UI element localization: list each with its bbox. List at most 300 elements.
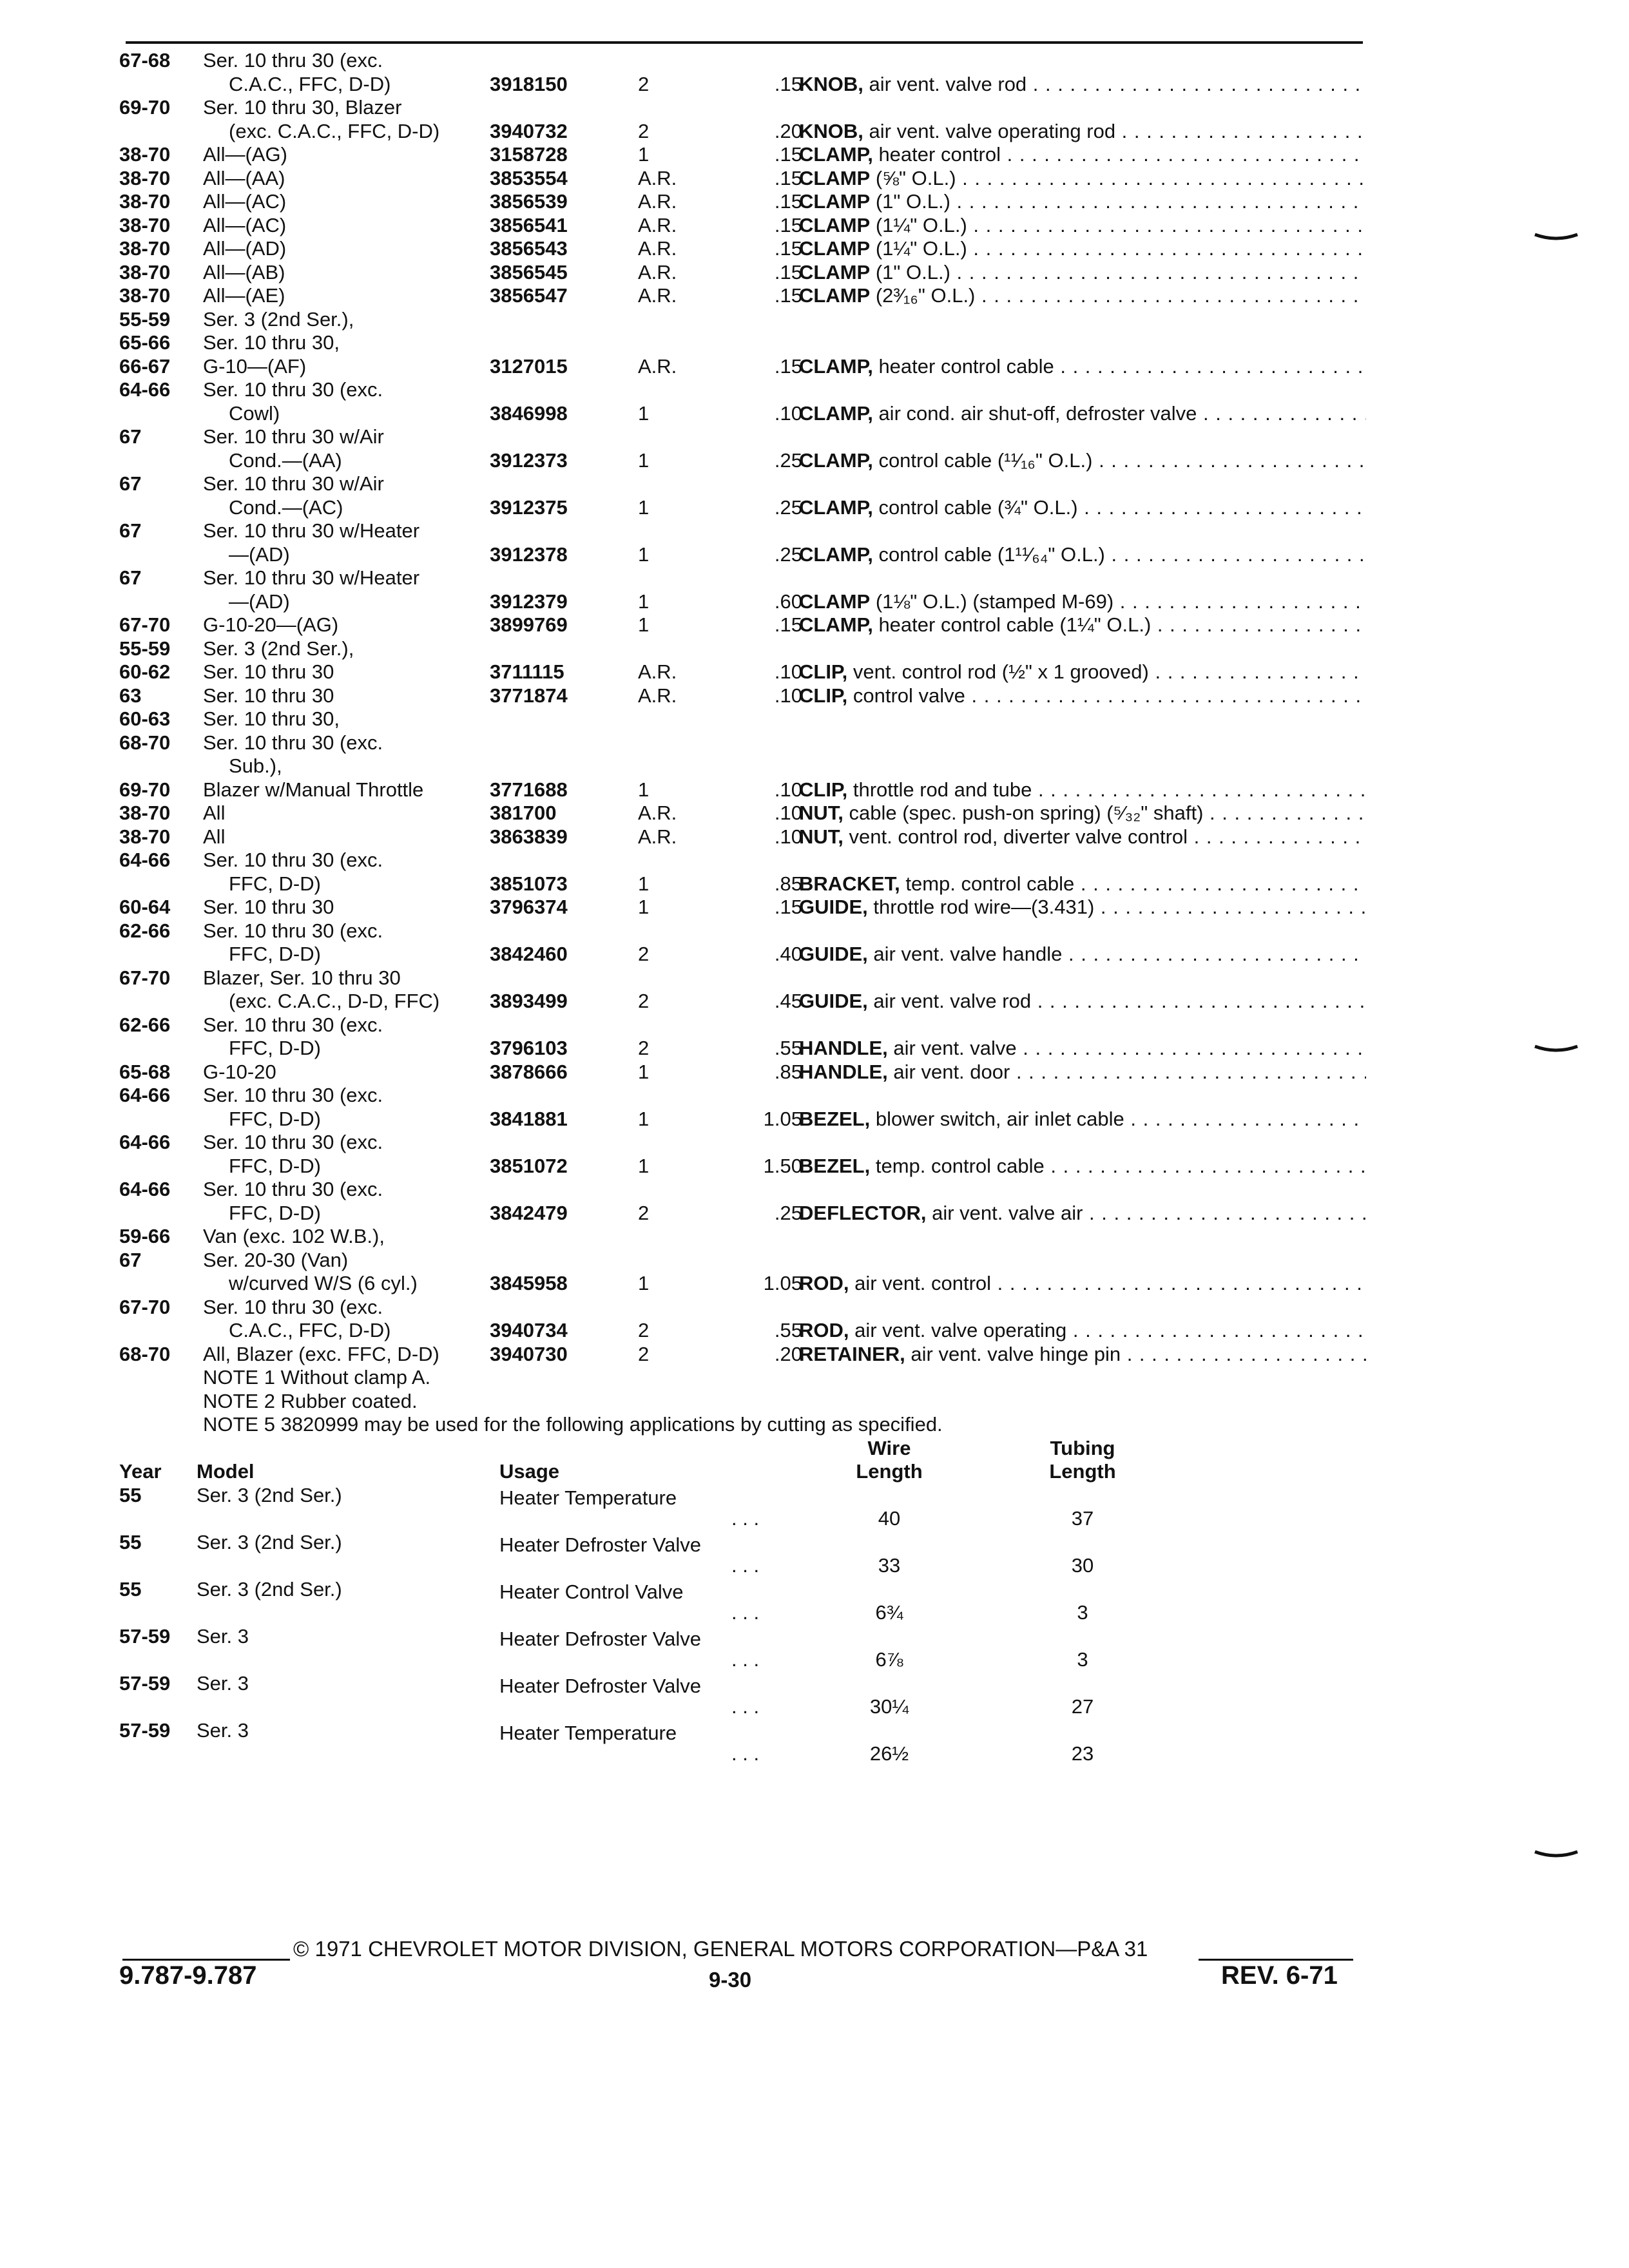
model-text: Ser. 10 thru 30 w/Air xyxy=(203,425,384,448)
part-line xyxy=(119,1272,1366,1296)
quantity: 1 xyxy=(638,543,650,566)
binding-tick-mark xyxy=(1534,1849,1579,1858)
model-text: All xyxy=(203,802,226,824)
part-number: 3711115 xyxy=(490,660,564,683)
model-text: All, Blazer (exc. FFC, D-D) xyxy=(203,1342,439,1365)
part-line xyxy=(119,73,1366,97)
price: .10 xyxy=(774,684,802,707)
header-usage: Usage xyxy=(499,1460,560,1483)
part-number: 3127015 xyxy=(490,354,568,378)
part-number: 3856545 xyxy=(490,260,568,284)
part-line xyxy=(119,1037,1366,1061)
year-range: 67 xyxy=(119,425,142,448)
year-range: 66-67 xyxy=(119,354,171,378)
year-range: 38-70 xyxy=(119,260,171,284)
part-number: 3771688 xyxy=(490,778,568,801)
year-range: 60-62 xyxy=(119,660,171,683)
footer-revision: REV. 6-71 xyxy=(1221,1961,1338,1990)
year-range: 65-66 xyxy=(119,331,171,354)
model-text: FFC, D-D) xyxy=(229,1201,321,1224)
part-name: CLAMP, xyxy=(799,613,873,636)
part-line xyxy=(119,214,1366,238)
part-number: 3856543 xyxy=(490,237,568,260)
part-line xyxy=(119,990,1366,1014)
part-number: 3856539 xyxy=(490,190,568,213)
part-line xyxy=(119,1014,1366,1037)
footer-copyright: © 1971 CHEVROLET MOTOR DIVISION, GENERAL MOTORS CORPORATION—P&A 31 xyxy=(293,1937,1148,1961)
year-range: 64-66 xyxy=(119,1178,171,1200)
quantity: 1 xyxy=(638,1107,650,1130)
app-leader-dots: . . . xyxy=(731,1554,760,1577)
application-header xyxy=(119,1437,1150,1484)
part-name: CLIP, xyxy=(799,660,848,683)
part-line xyxy=(119,1155,1366,1178)
part-description: GUIDE, throttle rod wire—(3.431) . . . xyxy=(799,896,1366,919)
year-range: 38-70 xyxy=(119,237,171,260)
part-name: CLAMP xyxy=(799,590,871,613)
quantity: A.R. xyxy=(638,660,677,683)
part-number: 3851073 xyxy=(490,872,568,895)
header-tubing-line: Tubing xyxy=(1050,1436,1115,1459)
part-number: 3853554 xyxy=(490,166,568,189)
part-number: 3856547 xyxy=(490,284,568,307)
part-description: HANDLE, air vent. valve . . . xyxy=(799,1037,1366,1061)
year-range: 38-70 xyxy=(119,143,171,166)
price: .15 xyxy=(774,166,802,189)
year-range: 64-66 xyxy=(119,1084,171,1106)
header-year: Year xyxy=(119,1460,162,1483)
application-table xyxy=(119,1437,1150,1766)
app-model: Ser. 3 xyxy=(197,1624,249,1648)
quantity: 1 xyxy=(638,896,650,918)
part-line xyxy=(119,778,1366,802)
part-line xyxy=(119,684,1366,708)
header-wire-line: Length xyxy=(856,1460,923,1483)
part-description: CLAMP (1¼" O.L.) . . . xyxy=(799,214,1366,238)
part-line xyxy=(119,378,1366,402)
model-text: (exc. C.A.C., FFC, D-D) xyxy=(229,119,440,142)
model-text: Blazer, Ser. 10 thru 30 xyxy=(203,966,401,989)
quantity: A.R. xyxy=(638,237,677,260)
quantity: 2 xyxy=(638,1037,650,1059)
model-text: Ser. 10 thru 30 (exc. xyxy=(203,731,383,754)
year-range: 67 xyxy=(119,472,142,495)
year-range: 69-70 xyxy=(119,778,171,801)
part-name: HANDLE, xyxy=(799,1060,888,1083)
part-line xyxy=(119,331,1366,355)
price: .15 xyxy=(774,354,802,378)
year-range: 59-66 xyxy=(119,1225,171,1247)
year-range: 38-70 xyxy=(119,190,171,213)
model-text: Ser. 10 thru 30 (exc. xyxy=(203,49,383,72)
application-row xyxy=(119,1484,1150,1531)
model-text: FFC, D-D) xyxy=(229,1107,321,1130)
part-line xyxy=(119,637,1366,661)
app-tubing-length: 3 xyxy=(1077,1601,1088,1624)
part-name: ROD, xyxy=(799,1272,849,1294)
part-description: CLIP, vent. control rod (½" x 1 grooved) . . . xyxy=(799,660,1366,684)
part-name: CLAMP, xyxy=(799,401,873,425)
model-text: All—(AG) xyxy=(203,143,287,166)
part-number: 3912379 xyxy=(490,590,568,613)
model-text: Ser. 10 thru 30, xyxy=(203,331,340,354)
app-usage: Heater Temperature xyxy=(499,1486,677,1509)
part-description: ROD, air vent. valve operating . . . xyxy=(799,1319,1366,1343)
model-text: Ser. 10 thru 30 xyxy=(203,896,334,918)
footer-rule-right xyxy=(1199,1959,1353,1961)
model-text: Ser. 10 thru 30 w/Air xyxy=(203,472,384,495)
app-tubing-length: 30 xyxy=(1071,1554,1094,1577)
part-description: CLAMP (1" O.L.) . . . xyxy=(799,190,1366,214)
model-text: All xyxy=(203,825,226,848)
model-text: G-10-20—(AG) xyxy=(203,613,339,636)
part-line xyxy=(119,731,1366,755)
part-name: CLIP, xyxy=(799,778,848,801)
price: .25 xyxy=(774,448,802,472)
price: .15 xyxy=(774,284,802,307)
part-line xyxy=(119,660,1366,684)
app-year: 57-59 xyxy=(119,1718,171,1742)
year-range: 69-70 xyxy=(119,96,171,119)
part-name: CLAMP xyxy=(799,260,871,284)
app-model: Ser. 3 (2nd Ser.) xyxy=(197,1483,342,1506)
model-text: Ser. 3 (2nd Ser.), xyxy=(203,637,354,660)
part-line xyxy=(119,1319,1366,1343)
quantity: 1 xyxy=(638,778,650,801)
part-line xyxy=(119,1225,1366,1249)
model-text: FFC, D-D) xyxy=(229,872,321,895)
part-number: 3796103 xyxy=(490,1037,568,1059)
price: .85 xyxy=(774,1060,802,1083)
price: .15 xyxy=(774,72,802,95)
app-tubing-length: 37 xyxy=(1071,1507,1094,1530)
part-number: 3796374 xyxy=(490,896,568,918)
part-description: ROD, air vent. control . . . xyxy=(799,1272,1366,1296)
part-description: BRACKET, temp. control cable . . . xyxy=(799,872,1366,896)
part-line xyxy=(119,49,1366,73)
part-description: CLAMP, control cable (¹¹⁄₁₆" O.L.) . . . xyxy=(799,449,1366,473)
model-text: Ser. 10 thru 30 (exc. xyxy=(203,849,383,871)
part-line xyxy=(119,1108,1366,1131)
part-number: 3912375 xyxy=(490,495,568,519)
quantity: 2 xyxy=(638,943,650,965)
part-name: BEZEL, xyxy=(799,1154,871,1177)
model-text: G-10-20 xyxy=(203,1060,276,1083)
part-name: HANDLE, xyxy=(799,1037,888,1059)
year-range: 67-70 xyxy=(119,613,171,636)
year-range: 55-59 xyxy=(119,637,171,660)
quantity: 1 xyxy=(638,1154,650,1177)
binding-tick-mark xyxy=(1534,1044,1579,1053)
year-range: 64-66 xyxy=(119,849,171,871)
footer-section-number: 9.787-9.787 xyxy=(119,1961,257,1990)
part-number: 381700 xyxy=(490,802,557,824)
quantity: 1 xyxy=(638,1060,650,1083)
part-name: CLAMP, xyxy=(799,354,873,378)
model-text: Cond.—(AC) xyxy=(229,495,343,519)
binding-tick-mark xyxy=(1534,232,1579,241)
part-line xyxy=(119,1202,1366,1225)
header-wire-line: Wire xyxy=(867,1436,911,1459)
year-range: 68-70 xyxy=(119,731,171,754)
price: .25 xyxy=(774,1201,802,1224)
quantity: A.R. xyxy=(638,284,677,307)
price: .20 xyxy=(774,1342,802,1365)
part-line xyxy=(119,284,1366,308)
part-description: NUT, vent. control rod, diverter valve control . . . xyxy=(799,825,1366,849)
part-name: CLAMP xyxy=(799,213,871,236)
part-line xyxy=(119,543,1366,567)
app-year: 55 xyxy=(119,1577,142,1600)
model-text: w/curved W/S (6 cyl.) xyxy=(229,1272,418,1294)
part-name: GUIDE, xyxy=(799,943,868,965)
app-model: Ser. 3 (2nd Ser.) xyxy=(197,1530,342,1553)
part-name: BRACKET, xyxy=(799,872,900,895)
model-text: Cowl) xyxy=(229,401,280,425)
year-range: 38-70 xyxy=(119,166,171,189)
model-text: G-10—(AF) xyxy=(203,354,307,378)
part-line xyxy=(119,872,1366,896)
year-range: 67 xyxy=(119,519,142,542)
part-description: CLAMP, control cable (1¹¹⁄₆₄" O.L.) . . . xyxy=(799,543,1366,567)
model-text: All—(AE) xyxy=(203,284,285,307)
app-usage: Heater Control Valve xyxy=(499,1580,684,1603)
year-range: 38-70 xyxy=(119,213,171,236)
app-leader-dots: . . . xyxy=(731,1507,760,1530)
model-text: Ser. 20-30 (Van) xyxy=(203,1248,349,1271)
model-text: Ser. 10 thru 30 (exc. xyxy=(203,378,383,401)
part-line xyxy=(119,120,1366,144)
quantity: A.R. xyxy=(638,802,677,824)
model-text: Ser. 10 thru 30, xyxy=(203,707,340,730)
quantity: 1 xyxy=(638,401,650,425)
model-text: Ser. 10 thru 30, Blazer xyxy=(203,96,402,119)
quantity: A.R. xyxy=(638,213,677,236)
price: .15 xyxy=(774,896,802,918)
quantity: 2 xyxy=(638,1201,650,1224)
year-range: 67 xyxy=(119,1248,142,1271)
quantity: 1 xyxy=(638,495,650,519)
model-text: Sub.), xyxy=(229,754,282,777)
part-name: CLAMP xyxy=(799,284,871,307)
header-model: Model xyxy=(197,1460,255,1483)
quantity: 1 xyxy=(638,448,650,472)
app-year: 57-59 xyxy=(119,1624,171,1648)
year-range: 67 xyxy=(119,566,142,589)
model-text: All—(AD) xyxy=(203,237,287,260)
part-number: 3940730 xyxy=(490,1342,568,1365)
part-description: CLAMP (1" O.L.) . . . xyxy=(799,261,1366,285)
price: .15 xyxy=(774,213,802,236)
part-name: BEZEL, xyxy=(799,1107,871,1130)
model-text: Ser. 3 (2nd Ser.), xyxy=(203,307,354,331)
quantity: 1 xyxy=(638,590,650,613)
part-line xyxy=(119,190,1366,214)
app-leader-dots: . . . xyxy=(731,1601,760,1624)
part-line xyxy=(119,1084,1366,1108)
year-range: 38-70 xyxy=(119,802,171,824)
part-line xyxy=(119,754,1366,778)
part-name: GUIDE, xyxy=(799,896,868,918)
part-number: 3846998 xyxy=(490,401,568,425)
app-usage: Heater Defroster Valve xyxy=(499,1627,701,1650)
model-text: All—(AB) xyxy=(203,260,285,284)
part-name: CLAMP, xyxy=(799,543,873,566)
quantity: A.R. xyxy=(638,684,677,707)
model-text: Ser. 10 thru 30 (exc. xyxy=(203,1295,383,1318)
part-name: CLAMP, xyxy=(799,143,873,166)
part-name: RETAINER, xyxy=(799,1342,905,1365)
model-text: Van (exc. 102 W.B.), xyxy=(203,1225,385,1247)
part-line xyxy=(119,402,1366,426)
part-description: CLAMP (1¼" O.L.) . . . xyxy=(799,237,1366,261)
price: .85 xyxy=(774,872,802,895)
part-name: CLIP, xyxy=(799,684,848,707)
model-text: C.A.C., FFC, D-D) xyxy=(229,1319,391,1341)
part-line xyxy=(119,425,1366,449)
part-line xyxy=(119,1343,1366,1367)
app-year: 55 xyxy=(119,1483,142,1506)
footer-page-number: 9-30 xyxy=(709,1968,752,1992)
part-line xyxy=(119,707,1366,731)
part-name: DEFLECTOR, xyxy=(799,1201,927,1224)
model-text: Ser. 10 thru 30 w/Heater xyxy=(203,566,420,589)
part-name: KNOB, xyxy=(799,72,863,95)
price: .60 xyxy=(774,590,802,613)
quantity: 2 xyxy=(638,1319,650,1341)
quantity: A.R. xyxy=(638,190,677,213)
model-text: FFC, D-D) xyxy=(229,1154,321,1177)
quantity: 2 xyxy=(638,1342,650,1365)
part-description: GUIDE, air vent. valve handle . . . xyxy=(799,943,1366,966)
header-wire-length xyxy=(815,1437,963,1484)
quantity: A.R. xyxy=(638,166,677,189)
price: .10 xyxy=(774,825,802,848)
part-name: CLAMP xyxy=(799,190,871,213)
price: .25 xyxy=(774,495,802,519)
part-line xyxy=(119,96,1366,120)
part-name: CLAMP, xyxy=(799,448,873,472)
year-range: 67-68 xyxy=(119,49,171,72)
app-model: Ser. 3 xyxy=(197,1671,249,1695)
quantity: A.R. xyxy=(638,260,677,284)
app-usage: Heater Temperature xyxy=(499,1721,677,1744)
part-description: KNOB, air vent. valve rod . . . xyxy=(799,73,1366,97)
part-description: CLAMP, heater control cable . . . xyxy=(799,355,1366,379)
app-usage: Heater Defroster Valve xyxy=(499,1533,701,1556)
part-number: 3842479 xyxy=(490,1201,568,1224)
part-line xyxy=(119,355,1366,379)
part-line xyxy=(119,825,1366,849)
model-text: (exc. C.A.C., D-D, FFC) xyxy=(229,990,440,1012)
footer-rule-left xyxy=(122,1959,290,1961)
quantity: 1 xyxy=(638,143,650,166)
model-text: Blazer w/Manual Throttle xyxy=(203,778,424,801)
year-range: 60-64 xyxy=(119,896,171,918)
part-number: 3845958 xyxy=(490,1272,568,1294)
price: 1.50 xyxy=(763,1154,802,1177)
app-tubing-length: 3 xyxy=(1077,1648,1088,1671)
quantity: 2 xyxy=(638,119,650,142)
part-name: CLAMP xyxy=(799,237,871,260)
model-text: Ser. 10 thru 30 (exc. xyxy=(203,919,383,942)
part-number: 3940734 xyxy=(490,1319,568,1341)
part-name: CLAMP, xyxy=(799,495,873,519)
part-line xyxy=(119,261,1366,285)
year-range: 68-70 xyxy=(119,1342,171,1365)
part-line xyxy=(119,943,1366,966)
part-number: 3771874 xyxy=(490,684,568,707)
quantity: A.R. xyxy=(638,354,677,378)
part-line xyxy=(119,472,1366,496)
year-range: 38-70 xyxy=(119,284,171,307)
price: .10 xyxy=(774,778,802,801)
part-description: NUT, cable (spec. push-on spring) (⁵⁄₃₂" shaft) . . . xyxy=(799,802,1366,825)
price: .45 xyxy=(774,990,802,1012)
year-range: 55-59 xyxy=(119,307,171,331)
model-text: FFC, D-D) xyxy=(229,1037,321,1059)
year-range: 63 xyxy=(119,684,142,707)
part-number: 3878666 xyxy=(490,1060,568,1083)
part-number: 3841881 xyxy=(490,1107,568,1130)
top-rule xyxy=(126,41,1363,44)
part-description: BEZEL, blower switch, air inlet cable . . . xyxy=(799,1108,1366,1131)
price: .15 xyxy=(774,190,802,213)
parts-list xyxy=(119,49,1366,1366)
model-text: Ser. 10 thru 30 xyxy=(203,684,334,707)
app-wire-length: 6¾ xyxy=(875,1601,903,1624)
part-name: ROD, xyxy=(799,1319,849,1341)
price: .10 xyxy=(774,660,802,683)
quantity: 1 xyxy=(638,872,650,895)
part-number: 3851072 xyxy=(490,1154,568,1177)
part-name: CLAMP xyxy=(799,166,871,189)
part-line xyxy=(119,167,1366,191)
model-text: FFC, D-D) xyxy=(229,943,321,965)
part-line xyxy=(119,966,1366,990)
year-range: 64-66 xyxy=(119,1131,171,1153)
part-number: 3912373 xyxy=(490,448,568,472)
part-description: CLAMP (⅝" O.L.) . . . xyxy=(799,167,1366,191)
app-tubing-length: 23 xyxy=(1071,1742,1094,1765)
model-text: All—(AC) xyxy=(203,190,287,213)
year-range: 60-63 xyxy=(119,707,171,730)
year-range: 67-70 xyxy=(119,966,171,989)
part-description: CLIP, throttle rod and tube . . . xyxy=(799,778,1366,802)
application-row xyxy=(119,1531,1150,1578)
part-number: 3940732 xyxy=(490,119,568,142)
part-line xyxy=(119,566,1366,590)
app-leader-dots: . . . xyxy=(731,1648,760,1671)
model-text: —(AD) xyxy=(229,543,290,566)
app-year: 57-59 xyxy=(119,1671,171,1695)
part-description: CLAMP, heater control cable (1¼" O.L.) . . . xyxy=(799,613,1366,637)
price: .10 xyxy=(774,401,802,425)
part-number: 3899769 xyxy=(490,613,568,636)
part-description: CLIP, control valve . . . xyxy=(799,684,1366,708)
model-text: All—(AC) xyxy=(203,213,287,236)
model-text: All—(AA) xyxy=(203,166,285,189)
app-model: Ser. 3 xyxy=(197,1718,249,1742)
year-range: 62-66 xyxy=(119,919,171,942)
part-line xyxy=(119,1131,1366,1155)
part-description: HANDLE, air vent. door . . . xyxy=(799,1061,1366,1084)
part-name: KNOB, xyxy=(799,119,863,142)
note-text: NOTE 5 3820999 may be used for the following applications by cutting as specified. xyxy=(203,1413,943,1436)
note-text: NOTE 2 Rubber coated. xyxy=(203,1389,418,1412)
app-usage: Heater Defroster Valve xyxy=(499,1674,701,1697)
price: .15 xyxy=(774,143,802,166)
